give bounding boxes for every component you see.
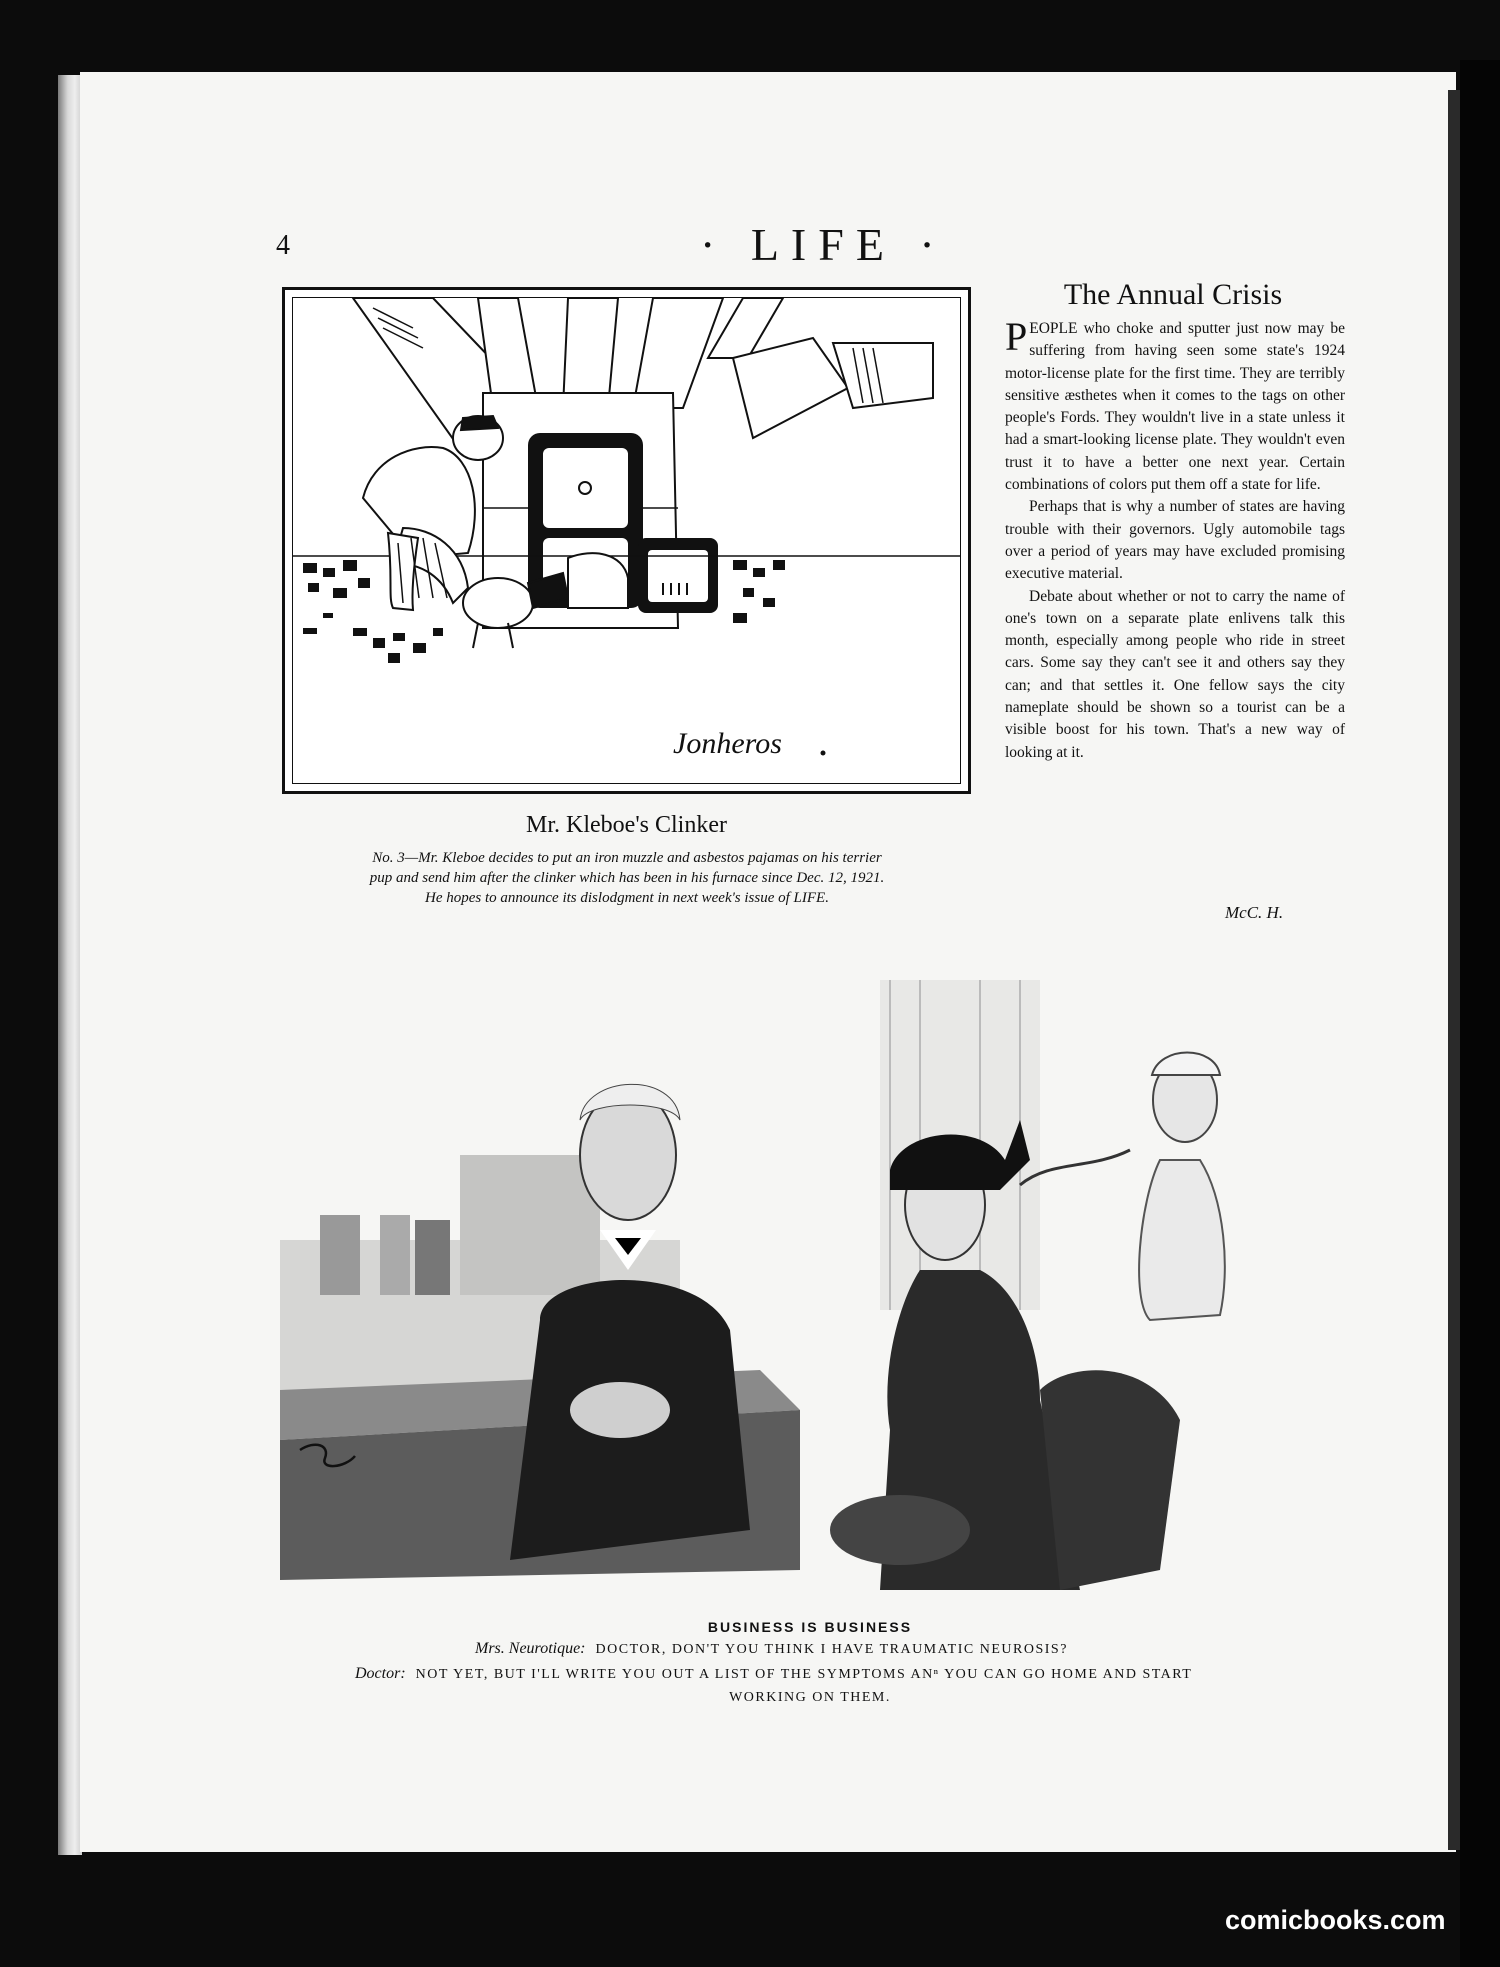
cartoon1-title: Mr. Kleboe's Clinker — [526, 812, 727, 838]
speaker-name: Doctor: — [355, 1665, 406, 1682]
book-spine — [58, 75, 82, 1855]
cartoon1-caption-line: pup and send him after the clinker which has been in his furnace since Dec. 12, 1921. — [369, 870, 885, 886]
article-body — [1005, 314, 1345, 764]
cartoon1-caption-line: He hopes to announce its dislodgment in next week's issue of LIFE. — [425, 890, 829, 906]
book-shadow-strip — [1460, 60, 1500, 1967]
masthead: · LIFE · — [700, 219, 947, 270]
cartoon2-dialogue-line — [475, 1640, 1068, 1658]
page-edge — [1448, 90, 1460, 1850]
cartoon2-dialogue-line — [280, 1690, 1340, 1706]
watermark: comicbooks.com — [1225, 1905, 1446, 1935]
cartoon2-title: BUSINESS IS BUSINESS — [707, 1619, 913, 1635]
article-paragraph: Debate about whether or not to carry the name of one's town on a separate plate enlivens talk this month, especially among people who ride in street cars. Some say they can't see it and others say they can; and that settles it. One fellow says the city nameplate should be shown so a tourist can be a visible boost for his town. That's a new way of looking at it. — [1005, 587, 1345, 761]
cartoon1-caption-line: No. 3—Mr. Kleboe decides to put an iron muzzle and asbestos pajamas on his terrier — [372, 850, 882, 866]
cartoon1-caption — [272, 848, 982, 908]
cartoon2-dialogue-line — [355, 1665, 1192, 1683]
speaker-name: Mrs. Neurotique: — [475, 1640, 586, 1657]
drop-cap: P — [1005, 314, 1028, 359]
cartoon-furnace — [282, 287, 971, 794]
dialogue-text: NOT YET, BUT I'LL WRITE YOU OUT A LIST OF THE SYMPTOMS ANⁿ YOU CAN GO HOME AND START — [415, 1667, 1193, 1682]
article-paragraph: PEOPLE who choke and sputter just now may be suffering from having seen some state's 1924 motor-license plate for the first time. They are terribly sensitive æsthetes when it comes to the tags on other people's Fords. They wouldn't live in a state unless it had a smart-looking license plate. They wouldn't even trust it to have a better one next year. Certain combinations of colors put them off a state for life. — [1005, 314, 1345, 494]
page-number: 4 — [276, 230, 290, 261]
dialogue-text: DOCTOR, DON'T YOU THINK I HAVE TRAUMATIC NEUROSIS? — [595, 1642, 1068, 1657]
dialogue-text: WORKING ON THEM. — [729, 1690, 891, 1705]
doctor-office-illustration — [280, 970, 1340, 1610]
cartoon1-signature: Jonheros — [673, 727, 782, 760]
article-paragraph: Perhaps that is why a number of states are having trouble with their governors. Ugly automobile tags over a period of years may have excluded promising executive material. — [1005, 498, 1345, 583]
furnace-illustration — [293, 298, 961, 784]
article-title: The Annual Crisis — [1063, 278, 1283, 311]
article-signature: McC. H. — [1225, 903, 1284, 922]
